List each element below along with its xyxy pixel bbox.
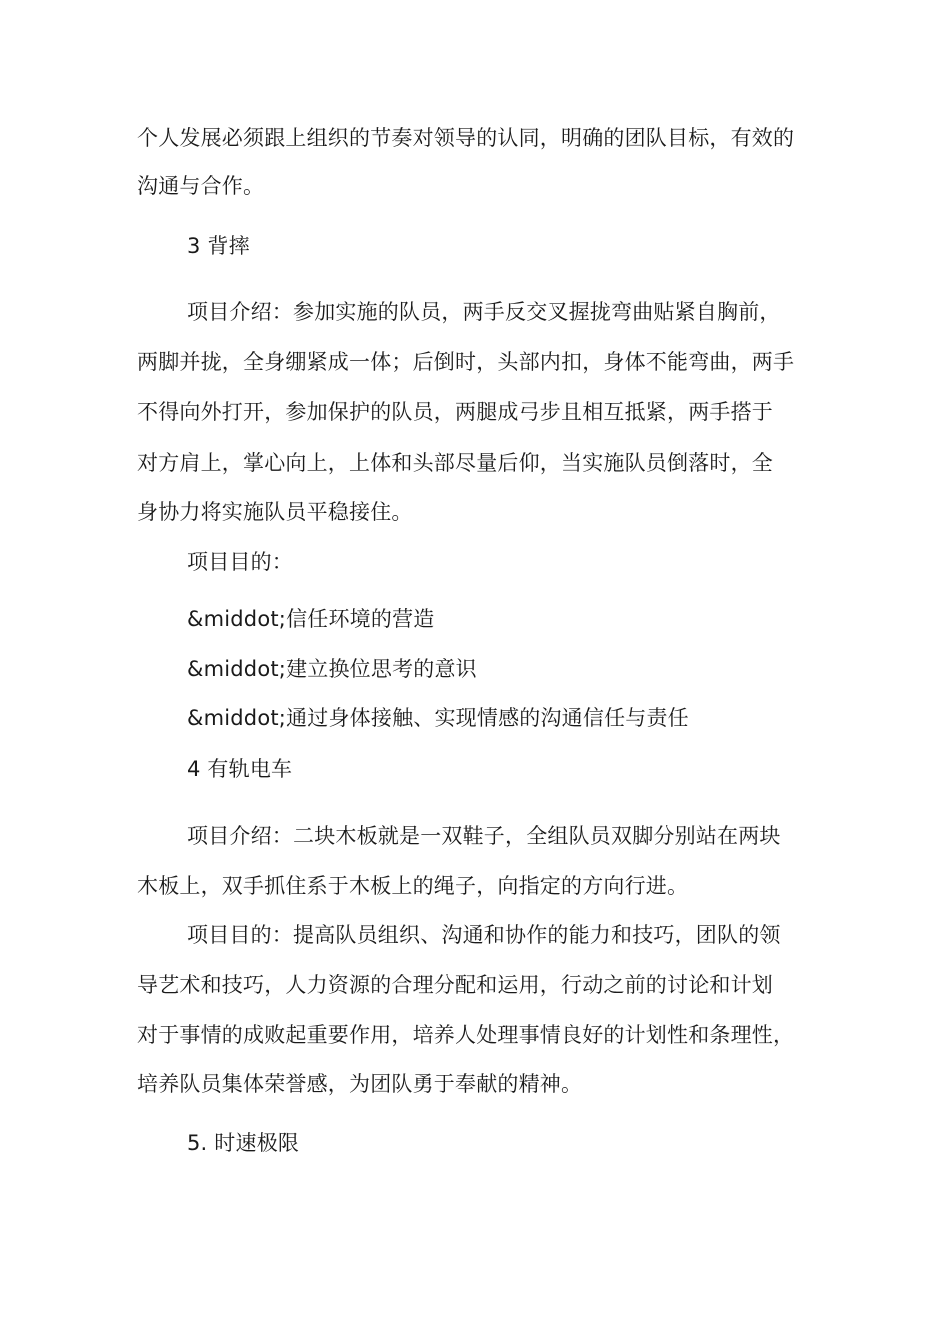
list-item: &middot;通过身体接触、实现情感的沟通信任与责任 [187, 706, 689, 730]
paragraph-line: 导艺术和技巧，人力资源的合理分配和运用，行动之前的讨论和计划 [137, 973, 773, 997]
paragraph-line: 对于事情的成败起重要作用，培养人处理事情良好的计划性和条理性， [137, 1023, 795, 1047]
paragraph-line: 对方肩上，掌心向上，上体和头部尽量后仰，当实施队员倒落时，全 [137, 451, 773, 475]
paragraph-line: 项目介绍：二块木板就是一双鞋子，全组队员双脚分别站在两块 [187, 824, 781, 848]
section-heading: 4 有轨电车 [187, 757, 293, 781]
list-item: &middot;信任环境的营造 [187, 607, 435, 631]
paragraph-line: 两脚并拢，全身绷紧成一体；后倒时，头部内扣，身体不能弯曲，两手 [137, 350, 795, 374]
paragraph-line: 个人发展必须跟上组织的节奏对领导的认同，明确的团队目标，有效的 [137, 126, 795, 150]
section-heading: 5. 时速极限 [187, 1131, 300, 1155]
section-heading: 3 背摔 [187, 234, 250, 258]
paragraph-line: 项目目的： [187, 550, 293, 574]
paragraph-line: 项目目的：提高队员组织、沟通和协作的能力和技巧，团队的领 [187, 923, 781, 947]
paragraph-line: 培养队员集体荣誉感，为团队勇于奉献的精神。 [137, 1072, 583, 1096]
paragraph-line: 沟通与合作。 [137, 174, 265, 198]
paragraph-line: 身协力将实施队员平稳接住。 [137, 500, 413, 524]
paragraph-line: 木板上，双手抓住系于木板上的绳子，向指定的方向行进。 [137, 874, 689, 898]
paragraph-line: 不得向外打开，参加保护的队员，两腿成弓步且相互抵紧，两手搭于 [137, 400, 773, 424]
paragraph-line: 项目介绍：参加实施的队员，两手反交叉握拢弯曲贴紧自胸前， [187, 300, 781, 324]
list-item: &middot;建立换位思考的意识 [187, 657, 477, 681]
